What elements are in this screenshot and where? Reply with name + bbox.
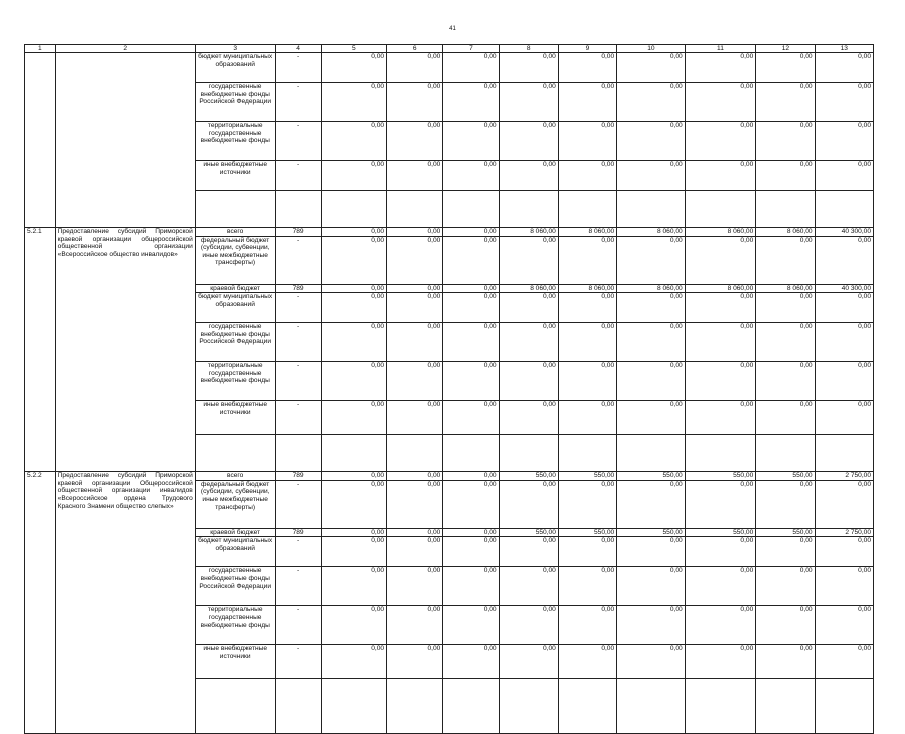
amount-cell: 0,00 — [815, 53, 873, 83]
budget-code-cell: - — [275, 362, 321, 401]
empty-cell — [815, 191, 873, 228]
amount-cell: 0,00 — [756, 83, 815, 122]
amount-cell: 550,00 — [756, 528, 815, 537]
amount-cell: 0,00 — [617, 122, 686, 161]
amount-cell: 0,00 — [617, 236, 686, 284]
amount-cell: 0,00 — [617, 480, 686, 528]
amount-cell: 0,00 — [617, 537, 686, 567]
amount-cell: 8 060,00 — [558, 284, 616, 293]
amount-cell: 0,00 — [321, 567, 386, 606]
amount-cell: 0,00 — [387, 567, 443, 606]
amount-cell: 0,00 — [815, 362, 873, 401]
empty-cell — [685, 191, 756, 228]
empty-cell — [443, 679, 499, 734]
amount-cell: 0,00 — [443, 293, 499, 323]
amount-cell: 40 300,00 — [815, 228, 873, 237]
table-row — [25, 53, 874, 83]
amount-cell: 8 060,00 — [617, 284, 686, 293]
budget-code-cell: 789 — [275, 284, 321, 293]
item-number-cell: 5.2.1 — [25, 228, 56, 472]
funding-source-cell: бюджет муниципальных образований — [195, 537, 275, 567]
amount-cell: 0,00 — [387, 606, 443, 645]
amount-cell: 0,00 — [685, 645, 756, 679]
empty-cell — [195, 679, 275, 734]
amount-cell: 0,00 — [321, 472, 386, 481]
amount-cell: 0,00 — [558, 401, 616, 435]
empty-cell — [275, 191, 321, 228]
amount-cell: 0,00 — [387, 228, 443, 237]
item-name-cell — [55, 53, 195, 228]
amount-cell: 8 060,00 — [685, 284, 756, 293]
empty-cell — [387, 191, 443, 228]
amount-cell: 0,00 — [387, 362, 443, 401]
empty-cell — [617, 435, 686, 472]
header-cell-4: 4 — [275, 45, 321, 53]
amount-cell: 8 060,00 — [756, 228, 815, 237]
amount-cell: 2 750,00 — [815, 528, 873, 537]
funding-source-cell: краевой бюджет — [195, 528, 275, 537]
amount-cell: 0,00 — [443, 362, 499, 401]
amount-cell: 0,00 — [443, 161, 499, 191]
amount-cell: 0,00 — [815, 645, 873, 679]
budget-table — [24, 44, 874, 734]
amount-cell: 0,00 — [617, 83, 686, 122]
header-cell-7: 7 — [443, 45, 499, 53]
budget-code-cell: - — [275, 122, 321, 161]
budget-code-cell: - — [275, 401, 321, 435]
amount-cell: 0,00 — [499, 161, 558, 191]
amount-cell: 0,00 — [685, 401, 756, 435]
amount-cell: 550,00 — [558, 472, 616, 481]
amount-cell: 0,00 — [499, 53, 558, 83]
amount-cell: 0,00 — [815, 606, 873, 645]
amount-cell: 0,00 — [685, 362, 756, 401]
amount-cell: 0,00 — [558, 323, 616, 362]
empty-cell — [443, 435, 499, 472]
empty-cell — [195, 435, 275, 472]
amount-cell: 2 750,00 — [815, 472, 873, 481]
amount-cell: 0,00 — [756, 323, 815, 362]
amount-cell: 0,00 — [321, 480, 386, 528]
amount-cell: 0,00 — [443, 480, 499, 528]
empty-cell — [195, 191, 275, 228]
header-cell-3: 3 — [195, 45, 275, 53]
amount-cell: 0,00 — [499, 293, 558, 323]
amount-cell: 0,00 — [321, 606, 386, 645]
amount-cell: 0,00 — [815, 480, 873, 528]
funding-source-cell: территориальные государственные внебюджетные фонды — [195, 362, 275, 401]
amount-cell: 0,00 — [558, 606, 616, 645]
amount-cell: 0,00 — [558, 122, 616, 161]
amount-cell: 0,00 — [387, 472, 443, 481]
amount-cell: 0,00 — [443, 122, 499, 161]
amount-cell: 0,00 — [617, 567, 686, 606]
amount-cell: 0,00 — [321, 645, 386, 679]
amount-cell: 0,00 — [685, 567, 756, 606]
amount-cell: 0,00 — [558, 567, 616, 606]
amount-cell: 0,00 — [321, 122, 386, 161]
amount-cell: 0,00 — [443, 645, 499, 679]
amount-cell: 0,00 — [756, 53, 815, 83]
amount-cell: 0,00 — [558, 293, 616, 323]
funding-source-cell: краевой бюджет — [195, 284, 275, 293]
funding-source-cell: федеральный бюджет (субсидии, субвенции, иные межбюджетные трансферты) — [195, 480, 275, 528]
amount-cell: 8 060,00 — [756, 284, 815, 293]
amount-cell: 0,00 — [617, 293, 686, 323]
budget-code-cell: - — [275, 323, 321, 362]
empty-cell — [275, 679, 321, 734]
empty-cell — [558, 191, 616, 228]
amount-cell: 0,00 — [685, 122, 756, 161]
empty-cell — [499, 435, 558, 472]
budget-code-cell: - — [275, 83, 321, 122]
amount-cell: 0,00 — [321, 323, 386, 362]
amount-cell: 0,00 — [815, 161, 873, 191]
amount-cell: 0,00 — [685, 293, 756, 323]
amount-cell: 0,00 — [499, 122, 558, 161]
amount-cell: 0,00 — [685, 53, 756, 83]
empty-cell — [685, 435, 756, 472]
amount-cell: 0,00 — [443, 284, 499, 293]
amount-cell: 0,00 — [443, 472, 499, 481]
header-cell-13: 13 — [815, 45, 873, 53]
budget-code-cell: - — [275, 236, 321, 284]
amount-cell: 0,00 — [815, 83, 873, 122]
amount-cell: 0,00 — [617, 401, 686, 435]
amount-cell: 0,00 — [756, 122, 815, 161]
amount-cell: 0,00 — [756, 480, 815, 528]
amount-cell: 0,00 — [499, 323, 558, 362]
amount-cell: 0,00 — [617, 645, 686, 679]
header-cell-1: 1 — [25, 45, 56, 53]
amount-cell: 0,00 — [499, 645, 558, 679]
amount-cell: 0,00 — [387, 83, 443, 122]
funding-source-cell: бюджет муниципальных образований — [195, 293, 275, 323]
budget-code-cell: - — [275, 606, 321, 645]
amount-cell: 0,00 — [558, 537, 616, 567]
amount-cell: 0,00 — [443, 83, 499, 122]
funding-source-cell: государственные внебюджетные фонды Российской Федерации — [195, 323, 275, 362]
amount-cell: 0,00 — [558, 362, 616, 401]
amount-cell: 0,00 — [321, 362, 386, 401]
header-cell-11: 11 — [685, 45, 756, 53]
amount-cell: 0,00 — [617, 53, 686, 83]
amount-cell: 0,00 — [321, 293, 386, 323]
amount-cell: 0,00 — [558, 53, 616, 83]
amount-cell: 8 060,00 — [685, 228, 756, 237]
empty-cell — [756, 679, 815, 734]
amount-cell: 0,00 — [558, 83, 616, 122]
empty-cell — [321, 191, 386, 228]
amount-cell: 0,00 — [387, 236, 443, 284]
amount-cell: 0,00 — [321, 228, 386, 237]
amount-cell: 0,00 — [499, 362, 558, 401]
amount-cell: 0,00 — [558, 480, 616, 528]
amount-cell: 0,00 — [387, 645, 443, 679]
budget-code-cell: - — [275, 645, 321, 679]
amount-cell: 0,00 — [756, 293, 815, 323]
funding-source-cell: территориальные государственные внебюджетные фонды — [195, 606, 275, 645]
budget-code-cell: - — [275, 480, 321, 528]
amount-cell: 0,00 — [321, 161, 386, 191]
amount-cell: 8 060,00 — [499, 228, 558, 237]
funding-source-cell: государственные внебюджетные фонды Российской Федерации — [195, 83, 275, 122]
amount-cell: 0,00 — [685, 606, 756, 645]
amount-cell: 0,00 — [617, 606, 686, 645]
amount-cell: 0,00 — [387, 284, 443, 293]
amount-cell: 0,00 — [617, 323, 686, 362]
amount-cell: 40 300,00 — [815, 284, 873, 293]
funding-source-cell: иные внебюджетные источники — [195, 645, 275, 679]
empty-cell — [558, 679, 616, 734]
amount-cell: 0,00 — [558, 161, 616, 191]
amount-cell: 0,00 — [756, 236, 815, 284]
amount-cell: 550,00 — [617, 528, 686, 537]
amount-cell: 0,00 — [443, 401, 499, 435]
amount-cell: 0,00 — [815, 323, 873, 362]
budget-code-cell: - — [275, 161, 321, 191]
amount-cell: 0,00 — [499, 606, 558, 645]
empty-cell — [443, 191, 499, 228]
amount-cell: 0,00 — [321, 401, 386, 435]
amount-cell: 0,00 — [756, 362, 815, 401]
amount-cell: 0,00 — [321, 83, 386, 122]
amount-cell: 0,00 — [443, 537, 499, 567]
funding-source-cell: территориальные государственные внебюджетные фонды — [195, 122, 275, 161]
amount-cell: 0,00 — [321, 53, 386, 83]
amount-cell: 0,00 — [443, 236, 499, 284]
amount-cell: 0,00 — [685, 161, 756, 191]
amount-cell: 0,00 — [558, 645, 616, 679]
empty-cell — [558, 435, 616, 472]
amount-cell: 0,00 — [321, 236, 386, 284]
empty-cell — [387, 435, 443, 472]
header-cell-9: 9 — [558, 45, 616, 53]
amount-cell: 0,00 — [685, 83, 756, 122]
empty-cell — [617, 191, 686, 228]
page-number: 41 — [449, 26, 456, 32]
amount-cell: 0,00 — [685, 537, 756, 567]
amount-cell: 0,00 — [321, 537, 386, 567]
empty-cell — [685, 679, 756, 734]
empty-cell — [321, 435, 386, 472]
header-cell-10: 10 — [617, 45, 686, 53]
amount-cell: 0,00 — [685, 323, 756, 362]
amount-cell: 0,00 — [387, 293, 443, 323]
header-row — [25, 45, 874, 53]
amount-cell: 0,00 — [815, 537, 873, 567]
amount-cell: 0,00 — [815, 567, 873, 606]
amount-cell: 0,00 — [387, 401, 443, 435]
amount-cell: 0,00 — [815, 293, 873, 323]
amount-cell: 0,00 — [387, 323, 443, 362]
amount-cell: 0,00 — [756, 606, 815, 645]
amount-cell: 0,00 — [617, 362, 686, 401]
amount-cell: 0,00 — [815, 122, 873, 161]
table-row — [25, 472, 874, 481]
item-number-cell: 5.2.2 — [25, 472, 56, 734]
budget-code-cell: - — [275, 53, 321, 83]
item-name-cell: Предоставление субсидий Приморской краевой организации общероссийской общественной организации «Всероссийское общество инвалидов» — [55, 228, 195, 472]
amount-cell: 0,00 — [756, 537, 815, 567]
table-body — [25, 45, 874, 734]
budget-code-cell: - — [275, 567, 321, 606]
amount-cell: 0,00 — [499, 567, 558, 606]
empty-cell — [756, 191, 815, 228]
header-cell-6: 6 — [387, 45, 443, 53]
funding-source-cell: государственные внебюджетные фонды Российской Федерации — [195, 567, 275, 606]
amount-cell: 0,00 — [685, 236, 756, 284]
amount-cell: 0,00 — [756, 567, 815, 606]
amount-cell: 0,00 — [815, 236, 873, 284]
amount-cell: 0,00 — [443, 323, 499, 362]
amount-cell: 0,00 — [443, 567, 499, 606]
amount-cell: 550,00 — [685, 528, 756, 537]
budget-code-cell: 789 — [275, 472, 321, 481]
empty-cell — [275, 435, 321, 472]
amount-cell: 0,00 — [321, 528, 386, 537]
amount-cell: 0,00 — [387, 537, 443, 567]
empty-cell — [499, 191, 558, 228]
amount-cell: 0,00 — [387, 161, 443, 191]
header-cell-5: 5 — [321, 45, 386, 53]
budget-code-cell: - — [275, 537, 321, 567]
funding-source-cell: всего — [195, 472, 275, 481]
amount-cell: 0,00 — [499, 480, 558, 528]
amount-cell: 0,00 — [617, 161, 686, 191]
empty-cell — [815, 679, 873, 734]
funding-source-cell: федеральный бюджет (субсидии, субвенции, иные межбюджетные трансферты) — [195, 236, 275, 284]
amount-cell: 8 060,00 — [499, 284, 558, 293]
amount-cell: 550,00 — [685, 472, 756, 481]
amount-cell: 550,00 — [499, 472, 558, 481]
amount-cell: 550,00 — [558, 528, 616, 537]
amount-cell: 0,00 — [499, 401, 558, 435]
amount-cell: 0,00 — [499, 537, 558, 567]
item-name-cell: Предоставление субсидий Приморской краевой организации Общероссийской общественной организации инвалидов «Всероссийское ордена Трудового Красного Знамени общество слепых» — [55, 472, 195, 734]
empty-cell — [387, 679, 443, 734]
amount-cell: 550,00 — [756, 472, 815, 481]
amount-cell: 0,00 — [443, 228, 499, 237]
amount-cell: 0,00 — [756, 161, 815, 191]
empty-cell — [815, 435, 873, 472]
amount-cell: 0,00 — [815, 401, 873, 435]
header-cell-12: 12 — [756, 45, 815, 53]
header-cell-8: 8 — [499, 45, 558, 53]
amount-cell: 0,00 — [321, 284, 386, 293]
budget-code-cell: 789 — [275, 528, 321, 537]
amount-cell: 0,00 — [685, 480, 756, 528]
budget-code-cell: - — [275, 293, 321, 323]
amount-cell: 0,00 — [443, 528, 499, 537]
amount-cell: 550,00 — [617, 472, 686, 481]
funding-source-cell: иные внебюджетные источники — [195, 161, 275, 191]
amount-cell: 0,00 — [443, 53, 499, 83]
amount-cell: 0,00 — [387, 528, 443, 537]
amount-cell: 0,00 — [756, 401, 815, 435]
amount-cell: 0,00 — [443, 606, 499, 645]
amount-cell: 0,00 — [756, 645, 815, 679]
amount-cell: 0,00 — [499, 83, 558, 122]
amount-cell: 8 060,00 — [617, 228, 686, 237]
empty-cell — [756, 435, 815, 472]
amount-cell: 0,00 — [387, 122, 443, 161]
funding-source-cell: бюджет муниципальных образований — [195, 53, 275, 83]
amount-cell: 0,00 — [387, 53, 443, 83]
empty-cell — [499, 679, 558, 734]
funding-source-cell: иные внебюджетные источники — [195, 401, 275, 435]
empty-cell — [617, 679, 686, 734]
item-number-cell — [25, 53, 56, 228]
funding-source-cell: всего — [195, 228, 275, 237]
amount-cell: 0,00 — [387, 480, 443, 528]
budget-code-cell: 789 — [275, 228, 321, 237]
table-row — [25, 228, 874, 237]
header-cell-2: 2 — [55, 45, 195, 53]
amount-cell: 0,00 — [558, 236, 616, 284]
amount-cell: 8 060,00 — [558, 228, 616, 237]
empty-cell — [321, 679, 386, 734]
amount-cell: 0,00 — [499, 236, 558, 284]
amount-cell: 550,00 — [499, 528, 558, 537]
